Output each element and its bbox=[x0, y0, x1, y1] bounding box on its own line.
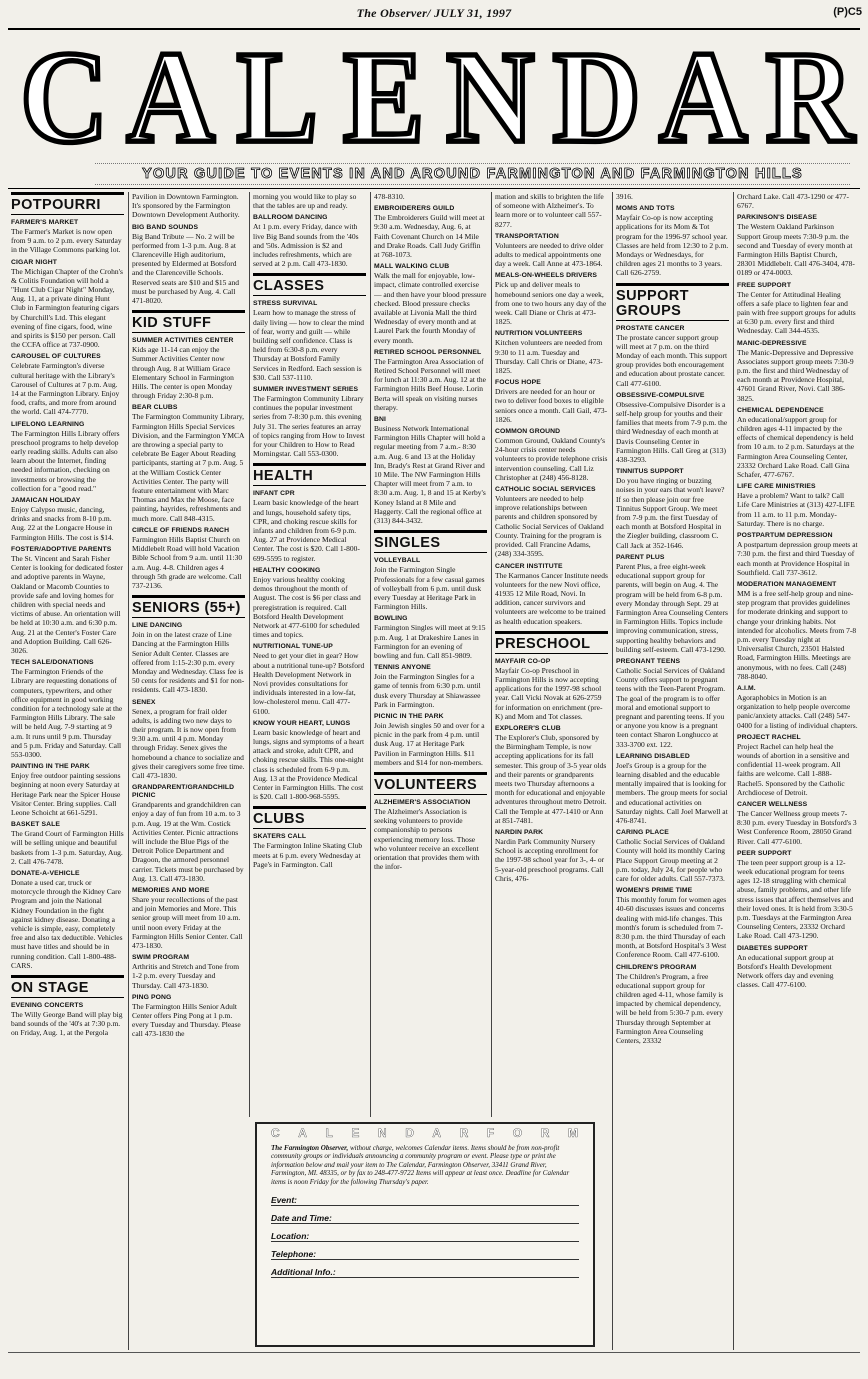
form-title-letter: D bbox=[405, 1126, 415, 1140]
item-heading: CIRCLE OF FRIENDS RANCH bbox=[132, 526, 230, 534]
item-text: The Farmington Hills Library offers preschool programs to help develop early reading skills. Adults can also learn about the Internet, finding needed information, checking on investments or browsing the collection for a "good read." bbox=[11, 428, 120, 493]
form-title-letter: E bbox=[351, 1126, 361, 1140]
column-divider bbox=[128, 192, 129, 1350]
column-5 bbox=[495, 192, 608, 1117]
form-field-row bbox=[271, 1224, 579, 1242]
item-heading: LIFE CARE MINISTRIES bbox=[737, 483, 816, 491]
item-text: Farmington Singles will meet at 9:15 p.m. Aug. 1 at Drakeshire Lanes in Farmington for an evening of bowling and fun. Call 851-9809. bbox=[374, 623, 486, 660]
item-text: Join in on the latest craze of Line Dancing at the Farmington Hills Senior Adult Center. Classes are offered from 1:15-2:30 p.m. every Monday and Wednesday. Class fee is 50 cents for residents and $1 for non-residents. Call 473-1830. bbox=[132, 630, 245, 695]
item-text: Kitchen volunteers are needed from 9:30 to 11 a.m. Tuesday and Thursday. Call Chris or Diane, 473-1825. bbox=[495, 338, 603, 376]
item-heading: EVENING CONCERTS bbox=[11, 1002, 84, 1010]
item-heading: A.I.M. bbox=[737, 684, 756, 692]
item-heading: TENNIS ANYONE bbox=[374, 664, 431, 672]
form-title-letter: M bbox=[567, 1126, 579, 1140]
item-heading: SKATERS CALL bbox=[253, 833, 307, 841]
form-fields bbox=[257, 1188, 593, 1278]
item-heading: CANCER WELLNESS bbox=[737, 800, 808, 808]
banner-letter: E bbox=[343, 24, 419, 171]
item-heading: TINNITUS SUPPORT bbox=[616, 468, 684, 476]
item-heading: BALLROOM DANCING bbox=[253, 214, 328, 222]
column-2 bbox=[132, 192, 245, 1352]
item-heading: PICNIC IN THE PARK bbox=[374, 712, 444, 720]
form-title-letter: F bbox=[486, 1126, 496, 1140]
banner-letter: N bbox=[446, 24, 529, 171]
item-heading: LIFELONG LEARNING bbox=[11, 420, 85, 428]
item-heading: PARENT PLUS bbox=[616, 553, 665, 561]
item-heading: SUMMER ACTIVITIES CENTER bbox=[132, 337, 234, 345]
item-text: Orchard Lake. Call 473-1290 or 477-6767. bbox=[737, 192, 850, 211]
item-heading: BOWLING bbox=[374, 615, 408, 623]
section-heading: CLASSES bbox=[253, 273, 366, 296]
column-divider bbox=[249, 192, 250, 1117]
form-field-row bbox=[271, 1188, 579, 1206]
item-text: The Willy George Band will play big band sounds of the '40's at 7:30 p.m. on Friday, Aug. 1, at the Pergola bbox=[11, 1010, 123, 1038]
item-heading: DONATE-A-VEHICLE bbox=[11, 869, 80, 877]
item-text: Volunteers are needed to drive older adults to medical appointments one day a week. Call Anne at 473-1864. bbox=[495, 240, 604, 269]
item-heading: NARDIN PARK bbox=[495, 828, 544, 836]
item-heading: INFANT CPR bbox=[253, 490, 295, 498]
form-instructions bbox=[257, 1140, 593, 1188]
form-field-row bbox=[271, 1260, 579, 1278]
page-id: (P)C5 bbox=[833, 6, 862, 18]
item-text: The Children's Program, a free educational support group for children aged 4-11, whose family is impacted by chemical dependency, will be held from 5:30-7 p.m. every Thursday through September at Farmington Area Counseling Centers, 23332 bbox=[616, 971, 724, 1046]
form-field-row bbox=[271, 1206, 579, 1224]
item-text: The Farmington Community Library, Farmington Hills Special Services Division, and the Farmington YMCA are throwing a special party to celebrate Be Eager About Reading participants, starting at 7 p.m. Aug. 5 at the William Costick Center Activities Center. The party will feature entertainment with Marc Thomas and Max the Moose, face painting, hayrides, refreshments and much more. Call 848-4315. bbox=[132, 412, 245, 523]
banner-letter: L bbox=[236, 24, 312, 171]
form-title-letter: A bbox=[298, 1126, 308, 1140]
item-text: Joel's Group is a group for the learning disabled and the educable mentally impaired that is looking for members. The group meets for social and educational activities on Saturday nights. Call Joel Marwell at 476-8741. bbox=[616, 760, 728, 825]
item-heading: POSTPARTUM DEPRESSION bbox=[737, 532, 833, 540]
dateline: The Observer/ JULY 31, 1997 bbox=[356, 6, 512, 20]
item-heading: CARING PLACE bbox=[616, 829, 669, 837]
section-heading: SINGLES bbox=[374, 530, 487, 553]
item-text: Join Jewish singles 50 and over for a picnic in the park from 4 p.m. until dusk Aug. 17 at Heritage Park Pavilion in Farmington Hills. $11 members and $14 for non-members. bbox=[374, 720, 485, 767]
banner-letter: A bbox=[126, 24, 209, 171]
item-text: Learn how to manage the stress of daily living — how to clear the mind of fear, worry and guilt — while building self confidence. Class is held from 6:30-8 p.m. every Thursday at Botsford Family Services in Redford. Each session is $30. Call 537-1110. bbox=[253, 308, 365, 382]
item-heading: HEALTHY COOKING bbox=[253, 566, 321, 574]
item-text: Have a problem? Want to talk? Call Life Care Ministries at (313) 427-LIFE from 11 a.m. to 11 p.m. Monday-Saturday. There is no charge. bbox=[737, 491, 855, 528]
item-text: Enjoy free outdoor painting sessions beginning at noon every Saturday at Heritage Park near the Spicer House Visitor Center. Bring supplies. Call Leone Schoicht at 661-5291. bbox=[11, 771, 121, 817]
item-heading: MODERATION MANAGEMENT bbox=[737, 580, 837, 588]
item-text: Mayfair Co-op Preschool in Farmington Hills is now accepting applications for the 1997-98 school year. Call Vicki Novak at 626-2759 for information on enrichment (pre-K) and Mom and Tot classes. bbox=[495, 665, 603, 721]
item-heading: MAYFAIR CO-OP bbox=[495, 657, 551, 665]
item-text: Catholic Social Services of Oakland County will hold its monthly Caring Place Support Group meeting at 2 p.m. today, July 24, for people who care for older adults. Call 557-7373. bbox=[616, 837, 725, 883]
form-title-letter: C bbox=[271, 1126, 281, 1140]
item-heading: FOSTER/ADOPTIVE PARENTS bbox=[11, 545, 112, 553]
item-text: Agoraphobics in Motion is an organization to help people overcome panic/anxiety attacks. Call (248) 547-0400 for a listing of individual chapters. bbox=[737, 692, 858, 730]
item-heading: ALZHEIMER'S ASSOCIATION bbox=[374, 798, 471, 806]
item-text: Donate a used car, truck or motorcycle through the Kidney Care Program and join the National Kidney Foundation in the fight against kidney disease. Donating a vehicle is simple, easy, completely free and also tax deductible. Vehicles must have titles and should be in running condition. Call 1-800-488-CARS. bbox=[11, 877, 123, 970]
item-text: Senex, a program for frail older adults, is adding two new days to their program. It is now open from 9:30 a.m. until 4 p.m. Monday through Friday. Senex gives the homebound a chance to socialize and gives their caregivers some free time. Call 473-1830. bbox=[132, 706, 245, 780]
item-text: The Embroiderers Guild will meet at 9:30 a.m. Wednesday, Aug. 6, at Faith Covenant Church on 14 Mile and Drake Roads. Call Judy Griffin at 768-1073. bbox=[374, 213, 485, 260]
form-title-letter: L bbox=[325, 1126, 334, 1140]
item-text: A postpartum depression group meets at 7:30 p.m. the first and third Tuesday of each month at Providence Hospital in Southfield. Call 737-3612. bbox=[737, 540, 858, 577]
item-heading: NUTRITIONAL TUNE-UP bbox=[253, 643, 333, 651]
banner-tagline: YOUR GUIDE TO EVENTS IN AND AROUND FARMINGTON AND FARMINGTON HILLS bbox=[95, 163, 850, 185]
section-heading: PRESCHOOL bbox=[495, 631, 608, 654]
item-heading: FOCUS HOPE bbox=[495, 379, 541, 387]
item-text: Need to get your diet in gear? How about a nutritional tune-up? Botsford Health Development Network in Novi provides consultations for individuals interested in a low-fat, low-cholesterol menu. Call 477-6100. bbox=[253, 651, 365, 716]
item-text: Mayfair Co-op is now accepting applications for its Mom & Tot program for the 1996-97 school year. Classes are held from 12:30 to 2 p.m. Mondays or Wednesdays, for children ages 21 months to 3 years. Call 626-2759. bbox=[616, 213, 729, 278]
item-heading: PEER SUPPORT bbox=[737, 849, 792, 857]
item-heading: CHILDREN'S PROGRAM bbox=[616, 963, 697, 971]
item-heading: TECH SALE/DONATIONS bbox=[11, 659, 94, 667]
item-text: Enjoy various healthy cooking demos throughout the month of August. The cost is $6 per class and preregistration is required. Call Botsford Health Development Network at 477-6100 for scheduled times and topics. bbox=[253, 574, 361, 640]
item-text: 3916. bbox=[616, 192, 633, 201]
item-heading: PAINTING IN THE PARK bbox=[11, 763, 90, 771]
column-7 bbox=[737, 192, 858, 1352]
section-heading: CLUBS bbox=[253, 806, 366, 829]
item-text: The Grand Court of Farmington Hills will be selling unique and beautiful baskets from 1-3 p.m. Saturday, Aug. 2. Call 476-7478. bbox=[11, 829, 124, 866]
item-heading: SUMMER INVESTMENT SERIES bbox=[253, 386, 359, 394]
item-heading: CHEMICAL DEPENDENCE bbox=[737, 406, 824, 414]
item-text: Big Band Tribute — No. 2 will be performed from 1-3 p.m. Aug. 8 at Clarenceville High auditorium, presented by Eldermed at Botsford and the Clarenceville Schools. Reserved seats are $10 and $15 and must be purchased by Aug. 4. Call 471-8020. bbox=[132, 231, 240, 306]
item-heading: BASKET SALE bbox=[11, 821, 61, 829]
column-1 bbox=[11, 192, 124, 1352]
section-heading: HEALTH bbox=[253, 463, 366, 486]
item-text: Share your recollections of the past and join Memories and More. This senior group will meet from 10 a.m. until noon every Friday at the Farmington Hills Senior Center. Call 473-1830. bbox=[132, 894, 243, 950]
tagline-rule bbox=[8, 188, 860, 189]
item-text: The Farmington Hills Senior Adult Center offers Ping Pong at 1 p.m. every Tuesday and Thursday. Please call 473-1830 the bbox=[132, 1001, 241, 1039]
form-title-letter: O bbox=[512, 1126, 524, 1140]
section-heading: SENIORS (55+) bbox=[132, 595, 245, 618]
item-text: The Michigan Chapter of the Crohn's & Colitis Foundation will hold a "Hunt Club Cigar Night" Monday, Aug. 11, at a private dining Hunt Club in Farmington featuring cigars by Churchill's Ltd. This elegant evening of fine cigars, food, wine and spirits is $150 per person. Call the CCFA office at 737-0900. bbox=[11, 266, 123, 350]
banner-letter: A bbox=[659, 24, 742, 171]
item-heading: EMBROIDERERS GUILD bbox=[374, 205, 455, 213]
column-6 bbox=[616, 192, 729, 1352]
form-title-letter: R bbox=[459, 1126, 470, 1140]
item-text: Farmington Hills Baptist Church on Middlebelt Road will hold Vacation Bible School from 9 a.m. until 11:30 a.m. Aug. 4-8. Children ages 4 through 5th grade are welcome. Call 737-2136. bbox=[132, 534, 243, 590]
item-heading: FREE SUPPORT bbox=[737, 281, 792, 289]
item-heading: COMMON GROUND bbox=[495, 428, 561, 436]
item-text: Pavilion in Downtown Farmington. It's sponsored by the Farmington Downtown Development Authority. bbox=[132, 192, 240, 220]
form-field-label: Event: bbox=[271, 1195, 297, 1206]
form-field-label: Location: bbox=[271, 1231, 310, 1242]
item-heading: EXPLORER'S CLUB bbox=[495, 724, 561, 732]
item-text: Pick up and deliver meals to homebound seniors one day a week, from one to two hours any day of the week. Call Diane or Chris at 473-1825. bbox=[495, 280, 607, 327]
item-text: Common Ground, Oakland County's 24-hour crisis center needs volunteers to provide telephone crisis intervention counseling. Call Liz Christopher at (248) 456-8128. bbox=[495, 436, 608, 482]
item-heading: DIABETES SUPPORT bbox=[737, 944, 808, 952]
column-3 bbox=[253, 192, 366, 1117]
item-text: morning you would like to play so that the tables are up and ready. bbox=[253, 192, 357, 211]
item-heading: MALL WALKING CLUB bbox=[374, 263, 450, 271]
form-field-row bbox=[271, 1242, 579, 1260]
item-text: The Farmington Area Association of Retired School Personnel will meet for lunch at 11:30 a.m. Aug. 12 at the Farmington Hills Beef House. Lorin Berta will speak on visiting nurses therapy. bbox=[374, 356, 486, 412]
item-text: The Center for Attitudinal Healing offers a safe place to lighten fear and pain with free support groups for adults at 6:30 p.m. every first and third Wednesday. Call 344-4535. bbox=[737, 289, 856, 336]
banner-letter: C bbox=[20, 24, 103, 171]
section-heading: VOLUNTEERS bbox=[374, 772, 487, 795]
section-heading: SUPPORT GROUPS bbox=[616, 283, 729, 321]
item-text: An educational support group at Botsford's Health Development Network offers day and evening classes. Call 477-6100. bbox=[737, 952, 834, 990]
form-instructions-text: without charge, welcomes Calendar items. Items should be from non-profit community groups or individuals announcing a community program or event. Please type or print the information below and mail your item to The Calendar, Farmington Observer, 33411 Grand River, Farmington, MI. 48335, or by fax to 248-477-9722 Items will appear at least once. Deadline for Calendar items is noon Friday for the following Thursday's paper. bbox=[271, 1144, 570, 1186]
item-heading: BEAR CLUBS bbox=[132, 404, 178, 412]
item-heading: MOMS AND TOTS bbox=[616, 205, 675, 213]
item-text: The Farmington Community Library continues the popular investment series from 7-8:30 p.m. this evening July 31. The series features an array of topics ranging from How to Invest for your Children to How to Read Morningstar. Call 553-0300. bbox=[253, 394, 365, 459]
item-heading: GRANDPARENT/GRANDCHILD PICNIC bbox=[132, 784, 235, 800]
form-title-letter: N bbox=[377, 1126, 388, 1140]
item-heading: MEALS-ON-WHEELS DRIVERS bbox=[495, 272, 597, 280]
item-text: This monthly forum for women ages 40-60 discusses issues and concerns dealing with mid-life changes. This month's forum is scheduled from 7-8:30 p.m. the third Thursday of each month, at Botsford Hospital's 3 West Conference Room. Call 477-6100. bbox=[616, 895, 727, 960]
item-heading: NUTRITION VOLUNTEERS bbox=[495, 330, 583, 338]
item-text: Catholic Social Services of Oakland County offers support to pregnant teens with the Teen-Parent Program. The goal of the program is to offer moral and emotional support to pregnant and parenting teens. If you or anyone you know is a pregnant teen contact Sharon Longhucco at 333-3700 ext. 122. bbox=[616, 665, 726, 749]
item-text: Project Rachel can help heal the wounds of abortion in a sensitive and confidential 11-week program. All faiths are welcome. Call 1-888-Rachel5. Sponsored by the Catholic Archdiocese of Detroit. bbox=[737, 741, 850, 797]
item-heading: PROJECT RACHEL bbox=[737, 733, 801, 741]
item-text: Learn basic knowledge of the heart and lungs, household safety tips, CPR, and choking rescue skills for infants and children from 6-9 p.m. Aug. 27 at Providence Medical Center. The cost is $20. Call 1-800-699-5595 to register. bbox=[253, 498, 360, 563]
item-heading: OBSESSIVE-COMPULSIVE bbox=[616, 391, 705, 399]
item-text: At 1 p.m. every Friday, dance with live Big Band sounds from the '40s and '50s. Admission is $2 and includes refreshments, which are served at 2 p.m. Call 473-1830. bbox=[253, 222, 359, 269]
item-heading: RETIRED SCHOOL PERSONNEL bbox=[374, 348, 482, 356]
item-text: The Farmington Inline Skating Club meets at 6 p.m. every Wednesday at Page's in Farmington. Call bbox=[253, 841, 363, 869]
item-heading: SWIM PROGRAM bbox=[132, 954, 190, 962]
item-heading: LINE DANCING bbox=[132, 622, 183, 630]
item-heading: CIGAR NIGHT bbox=[11, 258, 58, 266]
item-heading: FARMER'S MARKET bbox=[11, 219, 79, 226]
item-text: Obsessive-Compulsive Disorder is a self-help group for youths and their families that meets from 7-9 p.m. the third Wednesday of each month at Davis Counseling Center in Farmington Hills. Call Greg at (313) 438-3293. bbox=[616, 399, 728, 465]
calendar-submission-form bbox=[255, 1122, 595, 1347]
item-text: The Alzheimer's Association is seeking volunteers to provide companionship to persons experiencing memory loss. Those who volunteer receive an excellent orientation that provides them with the infor- bbox=[374, 806, 480, 872]
item-heading: PROSTATE CANCER bbox=[616, 324, 685, 332]
form-field-label: Telephone: bbox=[271, 1249, 317, 1260]
calendar-banner bbox=[8, 24, 860, 171]
item-text: MM is a free self-help group and nine-step program that provides guidelines for moderate drinking and support to change your drinking habits. Not intended for alcoholics. Meets from 7-8 p.m. every Tuesday night at Universalist Church, 23501 Halsted Road, Farmington Hills. Meetings are anonymous, with no fees. Call (248) 788-8040. bbox=[737, 588, 857, 681]
item-heading: CAROUSEL OF CULTURES bbox=[11, 353, 101, 361]
item-text: The prostate cancer support group will meet at 7 p.m. on the third Monday of each month. This support group provides both encouragement and education about prostate cancer. Call 477-6100. bbox=[616, 332, 728, 388]
form-title-letter: R bbox=[540, 1126, 551, 1140]
item-text: The St. Vincent and Sarah Fisher Center is looking for dedicated foster and adoptive parents in Wayne, Oakland or Macomb Counties to provide safe and loving homes for children with special needs and victims of abuse. An orientation will be held at 10:30 a.m. and 6:30 p.m. Aug. 21 at the Center's Foster Care and Adoption Building. Call 626-3026. bbox=[11, 553, 123, 655]
section-heading: KID STUFF bbox=[132, 310, 245, 333]
form-title-letter: A bbox=[432, 1126, 443, 1140]
item-heading: BNI bbox=[374, 416, 387, 424]
column-divider bbox=[370, 192, 371, 1117]
item-text: Kids age 11-14 can enjoy the Summer Activities Center now through Aug. 8 at William Grace Elementary School in Farmington Hills. The center is open Monday through Friday 2:30-8 p.m. bbox=[132, 345, 234, 401]
form-field-label: Additional Info.: bbox=[271, 1267, 336, 1278]
item-text: Walk the mall for enjoyable, low-impact, climate controlled exercise — and then have your blood pressure checked. Blood pressure checks available at Livonia Mall the third Wednesday of every month and at Laurel Park the fourth Monday of every month. bbox=[374, 271, 487, 345]
banner-letter: R bbox=[765, 24, 848, 171]
item-text: Business Network International Farmington Hills Chapter will hold a regular meeting from 7 a.m.- 8:30 a.m. Aug. 6 and 13 at the Holiday Inn, Brady's Rest at Grand River and 10 Mile. The NW Farmington Hills Chapter will meet from 7 a.m. to 8:30 a.m. Aug. 1, 8 and 15 at Kerby's Koney Island at 8 Mile and Haggerty. Call the regional office at (313) 844-3432. bbox=[374, 424, 486, 526]
section-heading: POTPOURRI bbox=[11, 192, 124, 215]
item-text: Nardin Park Community Nursery School is accepting enrollment for the 1997-98 school year for 3-, 4- or 5-year-old preschool programs. Call Chris, 476- bbox=[495, 836, 605, 883]
form-field-label: Date and Time: bbox=[271, 1213, 332, 1224]
item-text: The Manic-Depressive and Depressive Associates support group meets 7:30-9 p.m. the first and third Wednesday of each month at Providence Hospital, 47601 Grand River, Novi. Call 386-3825. bbox=[737, 347, 854, 403]
item-text: The Karmanos Cancer Institute needs volunteers for the new Novi office, 41935 12 Mile Road, Novi. In addition, cancer survivors and volunteers are welcome to be trained as health education speakers. bbox=[495, 570, 608, 626]
item-text: Join the Farmington Singles for a game of tennis from 6:30 p.m. until dusk every Thursday at Shiawassee Park in Farmington. bbox=[374, 672, 481, 709]
item-heading: PARKINSON'S DISEASE bbox=[737, 214, 818, 222]
item-text: 478-8310. bbox=[374, 192, 405, 201]
item-text: Volunteers are needed to help improve relationships between parents and children sponsored by Catholic Social Services of Oakland County. Training for the program is provided. Call Francine Adams, (248) 334-3595. bbox=[495, 494, 604, 559]
item-heading: BIG BAND SOUNDS bbox=[132, 223, 199, 231]
item-text: Enjoy Calypso music, dancing, drinks and snacks from 8-10 p.m. Aug. 22 at the Longacre House in Farmington Hills. The cost is $14. bbox=[11, 505, 114, 542]
item-text: Join the Farmington Single Professionals for a few casual games of volleyball from 6 p.m. until dusk every Tuesday at Heritage Park in Farmington Hills. bbox=[374, 565, 485, 612]
column-4 bbox=[374, 192, 487, 1117]
item-heading: TRANSPORTATION bbox=[495, 232, 559, 240]
item-heading: MANIC-DEPRESSIVE bbox=[737, 339, 807, 347]
item-heading: WOMEN'S PRIME TIME bbox=[616, 887, 693, 895]
item-text: Drivers are needed for an hour or two to deliver food boxes to eligible seniors once a month. Call Gail, 473-1826. bbox=[495, 387, 608, 424]
item-text: The Farmer's Market is now open from 9 a.m. to 2 p.m. every Saturday in the Village Commons parking lot. bbox=[11, 227, 122, 255]
item-heading: MEMORIES AND MORE bbox=[132, 886, 210, 894]
item-text: The teen peer support group is a 12-week educational program for teens ages 12-18 struggling with chemical abuse, family problems, and other life stress issues that affect themselves and their loved ones. It is held from 3:30-5 p.m. Tuesdays at the Farmington Area Counseling Centers, 23332 Orchard Lake Road. Call 473-1290. bbox=[737, 857, 854, 941]
item-heading: PREGNANT TEENS bbox=[616, 657, 681, 665]
item-heading: CATHOLIC SOCIAL SERVICES bbox=[495, 486, 596, 494]
column-divider bbox=[612, 192, 613, 1350]
item-text: Celebrate Farmington's diverse cultural heritage with the Library's Carousel of Cultures at 7 p.m. Aug. 14 at the Farmington Library. Enjoy food, crafts, and more from around the world. Call 474-7770. bbox=[11, 361, 120, 417]
column-divider bbox=[491, 192, 492, 1117]
item-text: The Farmington Friends of the Library are requesting donations of computers, typewriters, and other office equipment in good working condition for a technology sale at the Farmington Hills Library. The sale will be held Aug. 7-9 starting at 9 a.m. It runs until 9 p.m. Thursday and 5 p.m. Friday and Saturday. Call 553-0300. bbox=[11, 667, 123, 759]
item-heading: CANCER INSTITUTE bbox=[495, 562, 563, 570]
item-text: An educational/support group for children ages 4-11 impacted by the effects of chemical dependency is held from 10 a.m. to 2 p.m. Saturdays at the Farmington Area Counseling Center, 23332 Orchard Lake Road. Call Gina Schafer, 477-6767. bbox=[737, 414, 855, 480]
item-text: Parent Plus, a free eight-week educational support group for parents, will begin on Aug. 4. The program will be held from 6-8 p.m. every Monday through Sept. 29 at Farmington Area Counseling Centers in Farmington Hills. Topics include improving communication, stress, supporting healthy behaviors and building self-esteem. Call 473-1290. bbox=[616, 561, 728, 654]
item-text: mation and skills to brighten the life of someone with Alzheimer's. To learn more or to volunteer call 557-8277. bbox=[495, 192, 604, 229]
item-text: Grandparents and grandchildren can enjoy a day of fun from 10 a.m. to 3 p.m. Aug. 19 at the Wm. Costick Activities Center. Picnic attractions will include the Blue Pigs of the Detroit Police Department and Dragoon, the armored personnel carrier. Tickets must be purchased by Aug. 13. Call 473-1830. bbox=[132, 800, 244, 883]
item-heading: JAMAICAN HOLIDAY bbox=[11, 497, 81, 505]
item-heading: VOLLEYBALL bbox=[374, 557, 421, 565]
page-header bbox=[0, 6, 868, 24]
item-heading: PING PONG bbox=[132, 993, 172, 1001]
banner-letter: D bbox=[552, 24, 635, 171]
item-text: The Explorer's Club, sponsored by the Birmingham Temple, is now accepting applications for its fall semester. This group of 3-5 year olds and their parents or grandparents meets two Thursday afternoons a month for educational and enjoyable adventures throughout metro Detroit. Call the Temple at 477-1410 or Ann at 851-7481. bbox=[495, 732, 607, 825]
item-heading: STRESS SURVIVAL bbox=[253, 300, 318, 308]
section-heading: ON STAGE bbox=[11, 975, 124, 998]
item-text: The Western Oakland Parkinson Support Group meets 7:30-9 p.m. the second and Tuesday of every month at Farmington Hills Baptist Church, 28301 Middlebelt. Call 476-3404, 478-0189 or 474-0003. bbox=[737, 222, 855, 278]
item-text: Learn basic knowledge of heart and lungs, signs and symptoms of a heart attack and stroke, adult CPR, and choking rescue skills. This one-night class is scheduled from 6-9 p.m. Aug. 13 at the Providence Medical Center in Farmington Hills. The cost is $20. Call 1-800-968-5595. bbox=[253, 727, 365, 802]
item-text: Do you have ringing or buzzing noises in your ears that won't leave? If so then please join our free Tinnitus Support Group. We meet from 7-9 p.m. the first Tuesday of each month at Botsford Hospital in the Ziegler building, classroom C. Call Jack at 352-1646. bbox=[616, 476, 725, 550]
form-instructions-lead: The Farmington Observer, bbox=[271, 1144, 349, 1152]
item-heading: KNOW YOUR HEART, LUNGS bbox=[253, 719, 351, 727]
bottom-rule bbox=[8, 1352, 860, 1353]
item-heading: LEARNING DISABLED bbox=[616, 752, 690, 760]
column-divider bbox=[733, 192, 734, 1350]
form-title bbox=[257, 1124, 593, 1140]
item-heading: SENEX bbox=[132, 698, 156, 706]
item-text: The Cancer Wellness group meets 7-8:30 p.m. every Tuesday in Botsford's 3 West Conference Room, 28050 Grand River. Call 477-6100. bbox=[737, 808, 857, 846]
item-text: Arthritis and Stretch and Tone from 1-2 p.m. every Tuesday and Thursday. Call 473-1830. bbox=[132, 962, 240, 990]
